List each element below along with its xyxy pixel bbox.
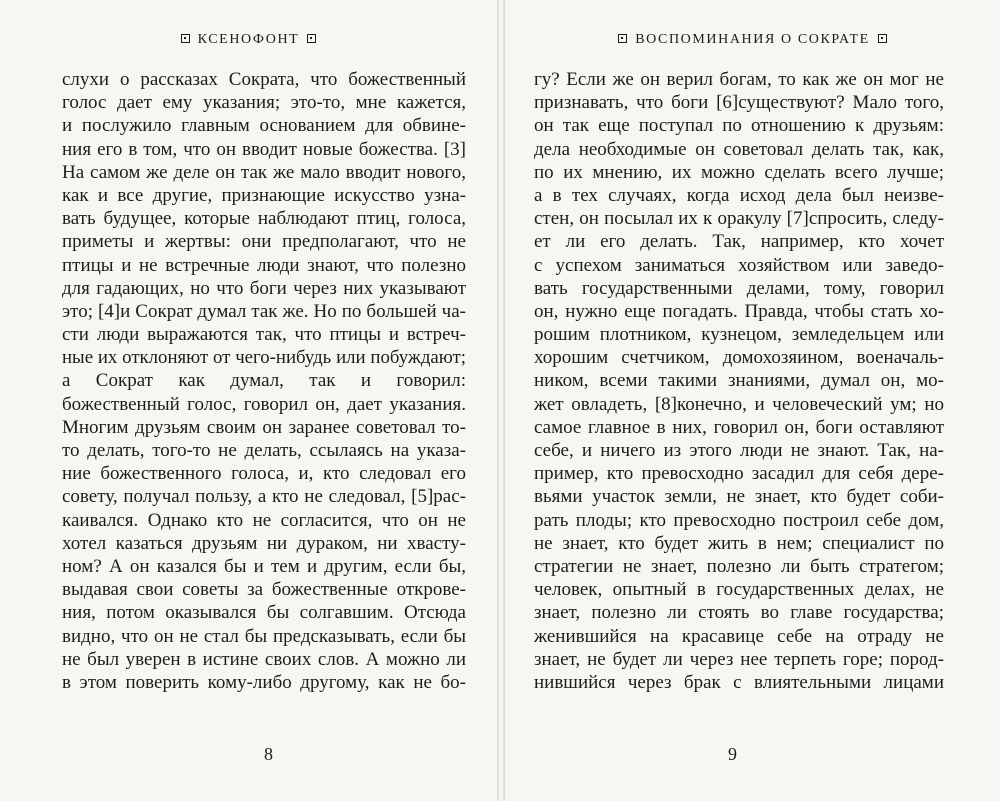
text-line: ные их отклоняют от чего-нибудь или побуждают; — [62, 347, 466, 369]
text-line: в этом поверить кому-либо другому, как не бо- — [62, 671, 466, 693]
left-page-number: 8 — [264, 744, 273, 764]
text-line: знает, полезно ли стоять во главе государства; — [534, 602, 944, 624]
text-line: жет овладеть, [8]конечно, и человеческий ум; но — [534, 393, 944, 415]
right-running-head-text: ВОСПОМИНАНИЯ О СОКРАТЕ — [635, 32, 870, 47]
text-line: дела необходимые он советовал делать так, как, — [534, 138, 944, 160]
text-line: божественный голос, говорил он, дает указания. — [62, 393, 466, 415]
right-page-text — [534, 68, 944, 694]
text-line: ние божественного голоса, и, кто следовал его — [62, 463, 466, 485]
text-line: он, нужно еще погадать. Правда, чтобы стать хо- — [534, 300, 944, 322]
text-line: себе, и ничего из этого люди не знают. Так, на- — [534, 440, 944, 461]
text-line: ния, потом оказывался бы солгавшим. Отсюда — [62, 602, 466, 624]
text-line: человек, опытный в государственных делах, не — [534, 579, 944, 601]
text-line: и послужило главным основанием для обвине- — [62, 115, 466, 137]
ornament-icon — [181, 34, 190, 43]
text-line: ет ли его делать. Так, например, кто хочет — [534, 231, 944, 253]
text-line: с успехом заниматься хозяйством или заведо- — [534, 254, 944, 276]
text-line: рать плоды; кто превосходно построил себе дом, — [534, 509, 944, 531]
ornament-icon — [878, 34, 887, 43]
right-running-head — [505, 32, 1000, 48]
text-line: На самом же деле он так же мало вводит нового, — [62, 161, 466, 183]
text-line: сти люди выражаются так, что птицы и встреч- — [62, 324, 466, 346]
text-line: самое главное в них, говорил он, боги оставляют — [534, 416, 944, 438]
text-line: пример, кто превосходно засадил для себя дере- — [534, 463, 944, 485]
text-line: а в тех случаях, когда исход дела был неизве- — [534, 184, 944, 206]
text-line: ником, всеми такими знаниями, думал он, мо- — [534, 370, 944, 392]
text-line: голос дает ему указания; это-то, мне кажется, — [62, 92, 466, 114]
text-line: каивался. Однако кто не согласится, что он не — [62, 509, 466, 531]
text-line: он так еще поступал по отношению к друзьям: — [534, 115, 944, 137]
text-line: ния его в том, что он вводит новые божества. [3] — [62, 138, 466, 160]
text-line: то делать, того-то не делать, ссылаясь на указа- — [62, 440, 466, 461]
text-line: Многим друзьям своим он заранее советовал то- — [62, 416, 466, 438]
text-line: вьями участок земли, не знает, кто будет соби- — [534, 486, 944, 508]
text-line: вать государственными делами, тому, говорил — [534, 277, 944, 299]
text-line: рошим плотником, кузнецом, земледельцем или — [534, 324, 944, 346]
text-line: а Сократ как думал, так и говорил: — [62, 370, 466, 392]
left-running-head-text: КСЕНОФОНТ — [197, 32, 300, 47]
left-page — [0, 0, 497, 801]
text-line: это; [4]и Сократ думал так же. Но по большей ча- — [62, 300, 466, 322]
text-line: как и все другие, признающие искусство узна- — [62, 184, 466, 206]
text-line: не знает, кто будет жить в нем; специалист по — [534, 532, 944, 554]
text-line: знает, не будет ли через нее терпеть горе; пород- — [534, 648, 944, 670]
ornament-icon — [618, 34, 627, 43]
text-line: приметы и жертвы: они предполагают, что не — [62, 231, 466, 253]
text-line: слухи о рассказах Сократа, что божественный — [62, 69, 466, 90]
right-page — [505, 0, 1000, 801]
text-line: совету, получал пользу, а кто не следовал, [5]рас- — [62, 486, 466, 508]
text-line: по их мнению, их можно сделать всего лучше; — [534, 161, 944, 183]
left-running-head — [0, 32, 497, 48]
text-line: не был уверен в истине своих слов. А можно ли — [62, 648, 466, 670]
text-line: стратегии не знает, полезно ли быть стратегом; — [534, 555, 944, 577]
text-line: нившийся через брак с влиятельными лицами — [534, 671, 944, 693]
text-line: стен, он посылал их к оракулу [7]спросить, следу- — [534, 208, 944, 230]
text-line: хорошим счетчиком, домохозяином, военачаль- — [534, 347, 944, 369]
right-page-number: 9 — [728, 744, 737, 764]
left-page-text — [62, 68, 466, 694]
text-line: гу? Если же он верил богам, то как же он мог не — [534, 69, 944, 90]
text-line: выдавая свои советы за божественные открове- — [62, 579, 466, 601]
text-line: признавать, что боги [6]существуют? Мало того, — [534, 92, 944, 114]
text-line: птицы и не встречные люди знают, что полезно — [62, 254, 466, 276]
text-line: вать будущее, которые наблюдают птиц, голоса, — [62, 208, 466, 230]
text-line: ном? А он казался бы и тем и другим, если бы, — [62, 555, 466, 577]
ornament-icon — [307, 34, 316, 43]
text-line: женившийся на красавице себе на отраду не — [534, 625, 944, 647]
text-line: видно, что он не стал бы предсказывать, если бы — [62, 625, 466, 647]
text-line: хотел казаться друзьям ни дураком, ни хвасту- — [62, 532, 466, 554]
text-line: для гадающих, но что боги через них указывают — [62, 277, 466, 299]
book-gutter — [497, 0, 505, 801]
